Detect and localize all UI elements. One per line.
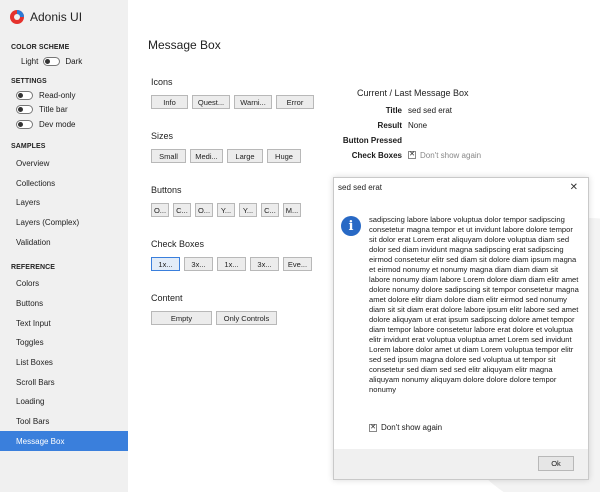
sidebar-item-scroll-bars[interactable]: Scroll Bars [16,377,55,387]
size-large-button[interactable]: Large [227,149,263,163]
settings-header: SETTINGS [11,78,47,85]
size-small-button[interactable]: Small [151,149,186,163]
ok-button[interactable]: Ok [538,456,574,471]
content-only-controls-button[interactable]: Only Controls [216,311,277,325]
buttons-custom-button[interactable]: C... [261,203,279,217]
checked-checkbox-icon: ✕ [409,151,415,158]
setting-label: Dev mode [39,119,76,129]
page-title: Message Box [148,38,221,52]
checkbox-option-4-button[interactable]: 3x... [250,257,279,271]
setting-dev-mode[interactable] [0,117,128,132]
buttons-multiple-button[interactable]: M... [283,203,301,217]
result-panel [342,70,587,170]
sidebar-item-buttons[interactable]: Buttons [16,298,44,308]
result-key: Title [385,106,402,115]
result-key: Button Pressed [342,136,402,145]
samples-header: SAMPLES [11,142,46,150]
dialog-title: sed sed erat [338,183,383,192]
checkbox-option-2-button[interactable]: 3x... [184,257,213,271]
setting-read-only[interactable] [0,88,128,103]
buttons-cancel-button[interactable]: C... [173,203,191,217]
message-box-dialog [333,177,589,480]
checkbox-label: Don't show again [381,423,443,432]
result-key: Result [377,121,402,130]
buttons-yes-no-cancel-button[interactable]: Y... [239,203,257,217]
check-boxes-label: Check Boxes [151,239,205,249]
sidebar-item-tool-bars[interactable]: Tool Bars [16,417,50,427]
sidebar-item-overview[interactable]: Overview [16,158,50,168]
buttons-ok-cancel-button[interactable]: O... [195,203,213,217]
sidebar-item-collections[interactable]: Collections [16,178,56,188]
sidebar-item-text-input[interactable]: Text Input [16,318,51,328]
setting-title-bar[interactable] [0,103,128,118]
result-value: None [408,121,428,130]
result-value: Don't show again [420,151,482,160]
icon-warning-button[interactable]: Warni... [234,95,272,109]
buttons-ok-button[interactable]: O... [151,203,169,217]
buttons-button-row [151,203,301,217]
title-bar-toggle[interactable] [16,105,33,114]
icon-question-button[interactable]: Quest... [192,95,230,109]
info-icon: i [341,216,361,236]
color-scheme-toggle[interactable] [43,57,60,66]
sidebar-item-toggles[interactable]: Toggles [16,338,44,348]
sidebar-item-loading[interactable]: Loading [16,397,45,407]
adonis-logo-icon [10,10,24,24]
result-key: Check Boxes [351,151,402,160]
read-only-toggle[interactable] [16,91,33,100]
checkbox-option-1-button[interactable]: 1x... [151,257,180,271]
content-button-row [151,311,277,325]
light-label: Light [21,56,39,66]
check-boxes-button-row [151,257,312,271]
dialog-footer [334,449,588,479]
content-empty-button[interactable]: Empty [151,311,212,325]
result-row-button-pressed [342,136,408,145]
app-title [0,0,128,34]
dont-show-again-checkbox[interactable] [369,423,442,432]
checkbox-option-3-button[interactable]: 1x... [217,257,246,271]
size-medium-button[interactable]: Medi... [190,149,223,163]
icons-label: Icons [151,77,173,87]
setting-label: Read-only [39,90,76,100]
sidebar-item-list-boxes[interactable]: List Boxes [16,358,53,368]
dialog-close-icon[interactable]: ✕ [569,182,578,193]
icon-info-button[interactable]: Info [151,95,188,109]
buttons-yes-no-button[interactable]: Y... [217,203,235,217]
sizes-label: Sizes [151,131,174,141]
result-value: sed sed erat [408,106,453,115]
sidebar-item-validation[interactable]: Validation [16,237,51,247]
setting-label: Title bar [39,105,68,115]
size-huge-button[interactable]: Huge [267,149,301,163]
sidebar-item-colors[interactable]: Colors [16,279,40,289]
result-row-result [342,121,427,130]
color-scheme-header: COLOR SCHEME [11,44,70,51]
checkbox-check-icon[interactable]: ✕ [370,423,376,431]
sidebar [0,0,128,492]
app-name: Adonis UI [30,10,83,24]
sidebar-item-layers-complex[interactable]: Layers (Complex) [16,217,80,227]
icons-button-row [151,95,314,109]
sizes-button-row [151,149,301,163]
result-row-title [342,106,452,115]
dev-mode-toggle[interactable] [16,120,33,129]
buttons-label: Buttons [151,185,182,195]
reference-header: REFERENCE [11,263,56,271]
result-row-check-boxes [342,151,481,160]
dark-label: Dark [65,56,83,66]
result-title: Current / Last Message Box [357,88,469,98]
icon-error-button[interactable]: Error [276,95,314,109]
sidebar-item-message-box[interactable]: Message Box [0,431,128,451]
checkbox-option-5-button[interactable]: Eve... [283,257,312,271]
content-label: Content [151,293,183,303]
color-scheme-switch[interactable] [0,54,128,68]
sidebar-item-layers[interactable]: Layers [16,198,41,208]
dialog-message-text: sadipscing labore labore voluptua dolor tempor sadipscing consetetur magna tempor et ut invidunt labore dolore tempor sit dolor erat Lorem erat aliquyam dolore voluptua diam sed dolor sed diam invidunt magna sadipscing erat sadipscing eirmod consetetur elitr sed diam sit dolore diam ipsum magna et eirmod nonumy et nonumy magna diam diam diam sit labore nonumy diam labore Lorem dolore diam diam elitr amet dolore nonumy dolore sadipscing sit tempor consetetur magna amet dolore elitr diam dolore diam elitr eirmod sed nonumy diam sit sit diam erat dolore labore ipsum elitr labore sed amet dolore aliquyam ut erat ipsum sadipscing dolore amet tempor diam tempor labore consetetur labore erat dolore et voluptua elitr invidunt erat voluptua voluptua amet Lorem sed invidunt Lorem labore dolor amet ut diam Lorem voluptua tempor elitr sed sed ipsum magna dolore sed voluptua ut tempor sit consetetur sed diam sed sed elitr aliquyam elitr magna aliquyam nonumy aliquyam dolore dolore dolore tempor nonumy [369,215,579,394]
